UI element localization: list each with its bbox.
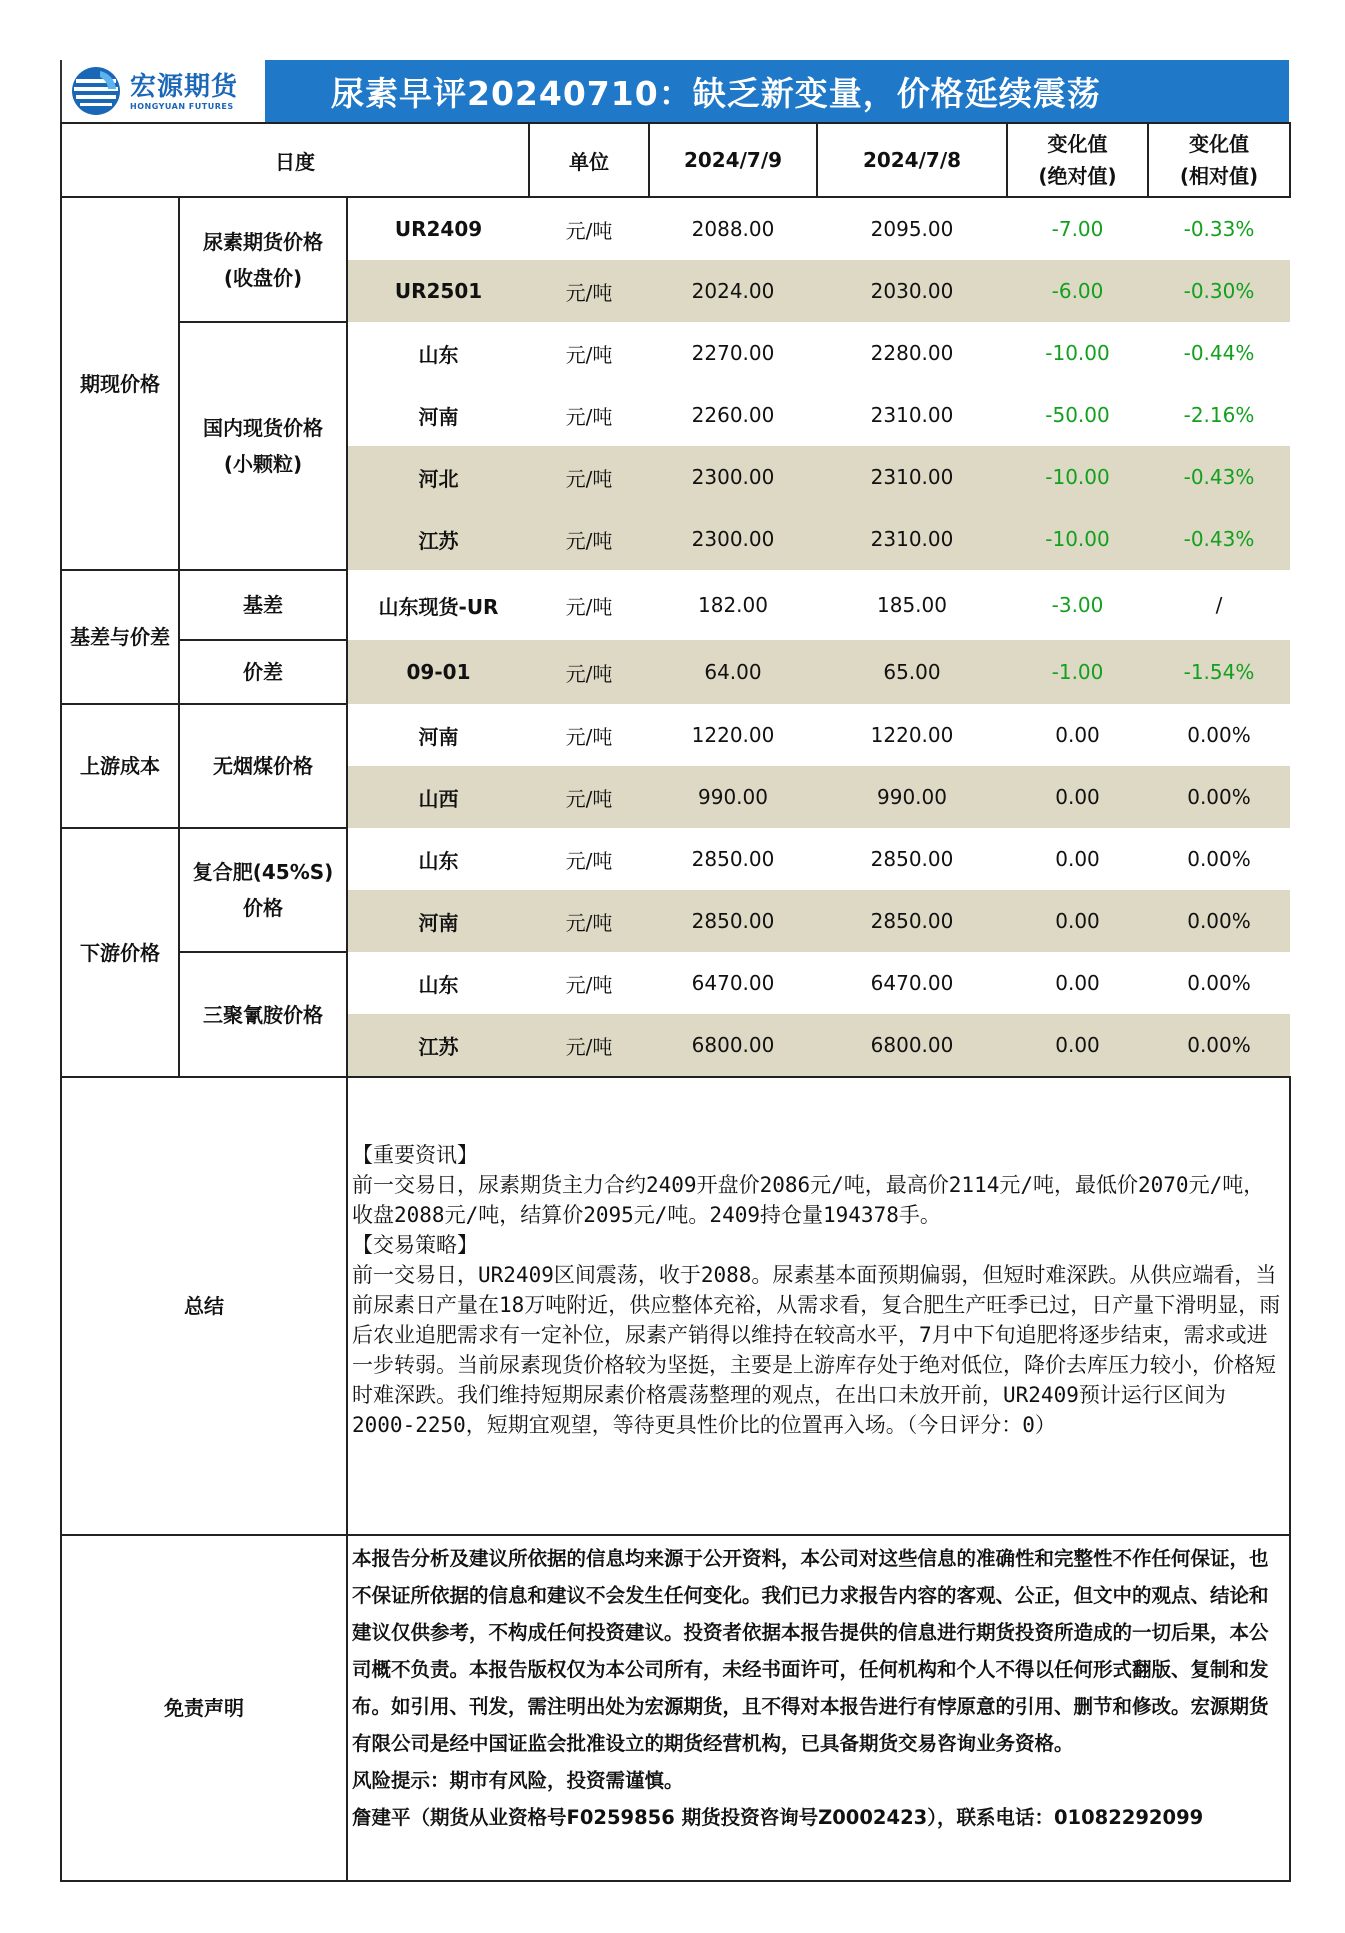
row-unit: 元/吨 (565, 218, 613, 243)
row-value-date1: 990.00 (649, 766, 817, 828)
row-value-date2: 65.00 (817, 640, 1007, 704)
row-unit: 元/吨 (529, 260, 649, 322)
report-title: 尿素早评20240710：缺乏新变量，价格延续震荡 (265, 60, 1289, 122)
row-rel-change: -2.16% (1183, 403, 1255, 427)
row-rel-change: -1.54% (1148, 640, 1290, 704)
row-rel-change: -0.33% (1183, 217, 1255, 241)
col-header-date1: 2024/7/9 (649, 123, 817, 197)
subgroup-label-coal: 无烟煤价格 (179, 704, 347, 828)
row-item: 江苏 (347, 1014, 529, 1077)
row-value-date2: 2850.00 (817, 890, 1007, 952)
row-abs-change: -10.00 (1045, 341, 1110, 365)
row-abs-change: 0.00 (1007, 766, 1148, 828)
row-value-date1: 2270.00 (691, 341, 775, 365)
subgroup-label-basis: 基差 (179, 570, 347, 640)
row-value-date1: 182.00 (698, 593, 768, 617)
row-value-date2: 2095.00 (870, 217, 954, 241)
row-abs-change: 0.00 (1007, 890, 1148, 952)
row-abs-change: -1.00 (1007, 640, 1148, 704)
group-label-upstream: 上游成本 (61, 704, 179, 828)
row-item: 山东 (418, 342, 459, 367)
subgroup-label-spot: 国内现货价格 (小颗粒) (179, 322, 347, 570)
row-abs-change: -50.00 (1045, 403, 1110, 427)
table-header-row (61, 123, 1290, 197)
table-row (61, 570, 1290, 640)
row-value-date2: 2850.00 (870, 847, 954, 871)
subgroup-label-compound-fertilizer: 复合肥(45%S) 价格 (179, 828, 347, 952)
col-header-dimension: 日度 (61, 123, 529, 197)
row-item: 河南 (418, 404, 459, 429)
row-value-date2: 2310.00 (870, 403, 954, 427)
row-value-date2: 185.00 (877, 593, 947, 617)
row-value-date1: 2300.00 (649, 508, 817, 570)
row-rel-change: 0.00% (1148, 766, 1290, 828)
table-row (61, 322, 1290, 384)
row-abs-change: 0.00 (1055, 847, 1100, 871)
row-item: 山东现货-UR (378, 594, 499, 619)
disclaimer-body: 本报告分析及建议所依据的信息均来源于公开资料，本公司对这些信息的准确性和完整性不作任何保证，也不保证所依据的信息和建议不会发生任何变化。我们已力求报告内容的客观、公正，但文中的观点、结论和建议仅供参考，不构成任何投资建议。投资者依据本报告提供的信息进行期货投资所造成的一切后果，本公司概不负责。本报告版权仅为本公司所有，未经书面许可，任何机构和个人不得以任何形式翻版、复制和发布。如引用、刊发，需注明出处为宏源期货，且不得对本报告进行有悖原意的引用、删节和修改。宏源期货有限公司是经中国证监会批准设立的期货经营机构，已具备期货交易咨询业务资格。 (352, 1547, 1269, 1755)
subgroup-label-melamine: 三聚氰胺价格 (179, 952, 347, 1077)
row-rel-change: 0.00% (1187, 723, 1251, 747)
row-item: 09-01 (347, 640, 529, 704)
table-row (61, 704, 1290, 766)
row-abs-change: -10.00 (1007, 446, 1148, 508)
logo-chinese-name: 宏源期货 (130, 71, 239, 102)
company-logo (60, 60, 265, 122)
row-item: UR2409 (394, 217, 483, 241)
row-value-date1: 1220.00 (691, 723, 775, 747)
group-label-downstream: 下游价格 (61, 828, 179, 1077)
row-value-date2: 2280.00 (870, 341, 954, 365)
news-body: 前一交易日，尿素期货主力合约2409开盘价2086元/吨，最高价2114元/吨，最低价2070元/吨，收盘2088元/吨，结算价2095元/吨。2409持仓量194378手。 (352, 1173, 1265, 1227)
strategy-heading: 【交易策略】 (352, 1233, 478, 1257)
row-item: 河北 (347, 446, 529, 508)
row-rel-change: 0.00% (1148, 1014, 1290, 1077)
subgroup-label-spread: 价差 (179, 640, 347, 704)
row-abs-change: -10.00 (1007, 508, 1148, 570)
col-header-date2: 2024/7/8 (817, 123, 1007, 197)
hongyuan-logo-icon (70, 65, 122, 117)
row-value-date1: 6800.00 (649, 1014, 817, 1077)
row-rel-change: -0.43% (1148, 446, 1290, 508)
price-table (60, 122, 1291, 1882)
row-value-date2: 2310.00 (817, 446, 1007, 508)
table-row (61, 952, 1290, 1014)
row-unit: 元/吨 (565, 724, 613, 749)
row-value-date2: 990.00 (817, 766, 1007, 828)
row-unit: 元/吨 (565, 342, 613, 367)
table-row (61, 828, 1290, 890)
row-abs-change: -7.00 (1051, 217, 1104, 241)
summary-text (347, 1077, 1290, 1535)
risk-warning: 风险提示：期市有风险，投资需谨慎。 (352, 1769, 684, 1792)
row-unit: 元/吨 (529, 508, 649, 570)
col-header-unit: 单位 (529, 123, 649, 197)
row-rel-change: -0.30% (1148, 260, 1290, 322)
summary-label: 总结 (61, 1077, 347, 1535)
row-item: 河南 (347, 890, 529, 952)
row-abs-change: -3.00 (1051, 593, 1104, 617)
row-unit: 元/吨 (529, 446, 649, 508)
logo-english-name: HONGYUAN FUTURES (130, 101, 234, 111)
group-label-spot-futures: 期现价格 (61, 197, 179, 570)
table-row (61, 197, 1290, 260)
row-unit: 元/吨 (565, 848, 613, 873)
row-value-date2: 1220.00 (870, 723, 954, 747)
row-item: 山东 (418, 848, 459, 873)
row-abs-change: 0.00 (1007, 1014, 1148, 1077)
row-rel-change: -0.43% (1148, 508, 1290, 570)
col-header-abs-change: 变化值 (绝对值) (1007, 123, 1148, 197)
author-contact: 詹建平（期货从业资格号F0259856 期货投资咨询号Z0002423），联系电话：01082292099 (352, 1806, 1204, 1829)
row-item: 山东 (418, 972, 459, 997)
report-header (60, 60, 1289, 122)
row-value-date1: 2260.00 (691, 403, 775, 427)
strategy-body: 前一交易日，UR2409区间震荡，收于2088。尿素基本面预期偏弱，但短时难深跌。从供应端看，当前尿素日产量在18万吨附近，供应整体充裕，从需求看，复合肥生产旺季已过，日产量下滑明显，雨后农业追肥需求有一定补位，尿素产销得以维持在较高水平，7月中下旬追肥将逐步结束，需求或进一步转弱。当前尿素现货价格较为坚挺，主要是上游库存处于绝对低位，降价去库压力较小，价格短时难深跌。我们维持短期尿素价格震荡整理的观点，在出口未放开前，UR2409预计运行区间为2000-2250，短期宜观望，等待更具性价比的位置再入场。（今日评分：0） (352, 1263, 1281, 1437)
row-value-date2: 6800.00 (817, 1014, 1007, 1077)
row-value-date1: 2850.00 (649, 890, 817, 952)
row-rel-change: 0.00% (1187, 971, 1251, 995)
table-row (61, 640, 1290, 704)
row-value-date2: 2030.00 (817, 260, 1007, 322)
row-abs-change: -6.00 (1007, 260, 1148, 322)
row-item: UR2501 (347, 260, 529, 322)
disclaimer-text (347, 1535, 1290, 1881)
row-value-date1: 2850.00 (691, 847, 775, 871)
row-abs-change: 0.00 (1055, 723, 1100, 747)
summary-row (61, 1077, 1290, 1535)
row-value-date1: 2300.00 (649, 446, 817, 508)
disclaimer-label: 免责声明 (61, 1535, 347, 1881)
row-item: 河南 (418, 724, 459, 749)
row-item: 山西 (347, 766, 529, 828)
col-header-rel-change: 变化值 (相对值) (1148, 123, 1290, 197)
row-unit: 元/吨 (565, 404, 613, 429)
disclaimer-row (61, 1535, 1290, 1881)
row-abs-change: 0.00 (1055, 971, 1100, 995)
row-value-date1: 64.00 (649, 640, 817, 704)
row-unit: 元/吨 (529, 640, 649, 704)
news-heading: 【重要资讯】 (352, 1143, 478, 1167)
row-value-date2: 6470.00 (870, 971, 954, 995)
row-value-date1: 6470.00 (691, 971, 775, 995)
row-value-date1: 2088.00 (691, 217, 775, 241)
row-rel-change: / (1215, 593, 1223, 617)
row-unit: 元/吨 (529, 1014, 649, 1077)
subgroup-label-futures: 尿素期货价格 (收盘价) (179, 197, 347, 322)
row-item: 江苏 (347, 508, 529, 570)
row-rel-change: -0.44% (1183, 341, 1255, 365)
row-unit: 元/吨 (565, 972, 613, 997)
report (60, 60, 1289, 1882)
row-rel-change: 0.00% (1148, 890, 1290, 952)
row-value-date2: 2310.00 (817, 508, 1007, 570)
row-unit: 元/吨 (529, 890, 649, 952)
row-rel-change: 0.00% (1187, 847, 1251, 871)
row-value-date1: 2024.00 (649, 260, 817, 322)
row-unit: 元/吨 (529, 766, 649, 828)
row-unit: 元/吨 (565, 594, 613, 619)
group-label-basis-spread: 基差与价差 (61, 570, 179, 704)
